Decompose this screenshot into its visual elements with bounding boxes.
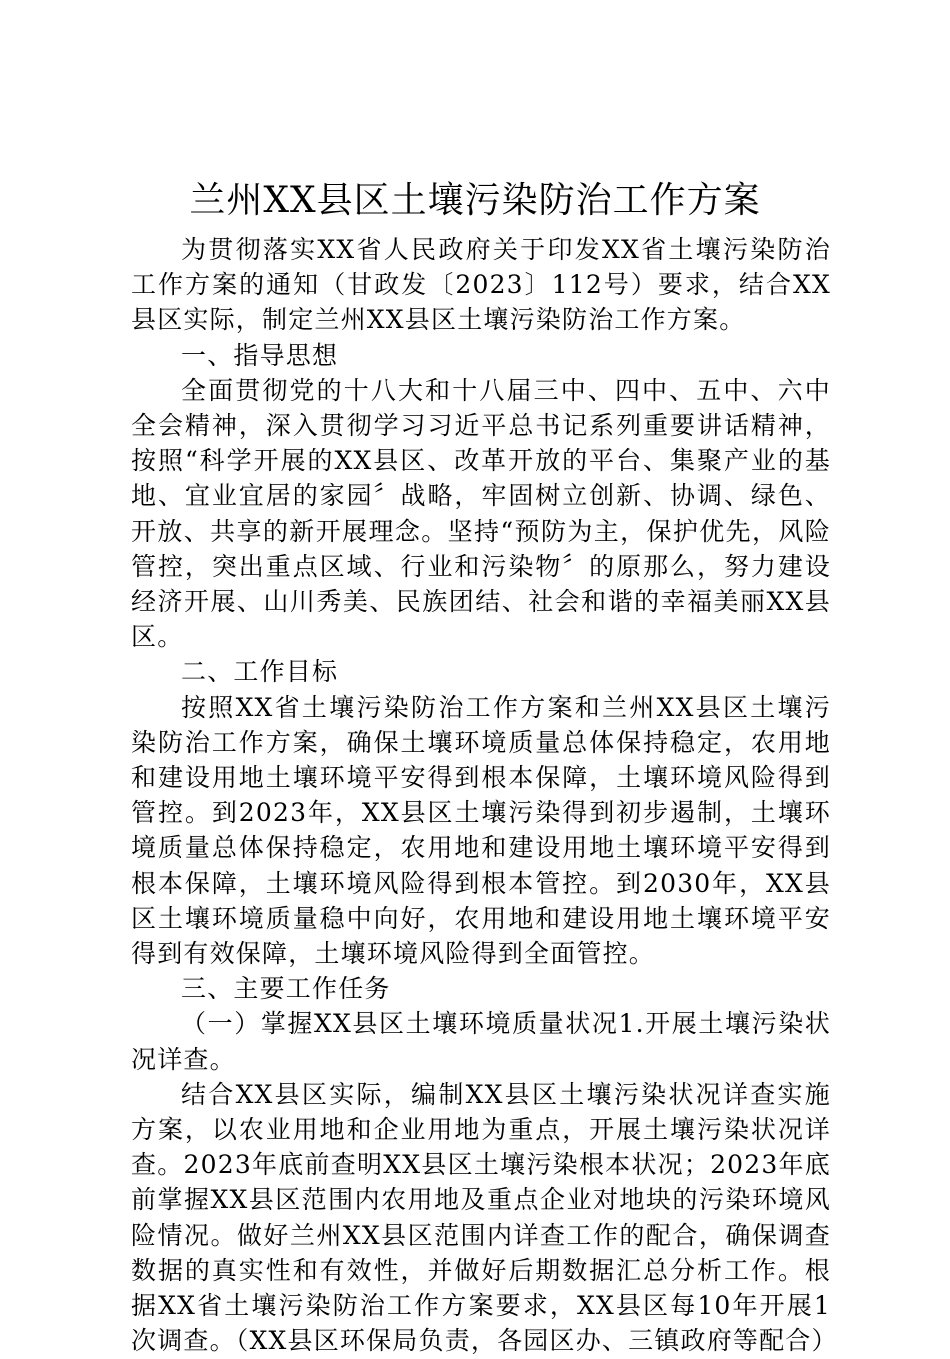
document-title: 兰州XX县区土壤污染防治工作方案: [189, 180, 761, 221]
intro-paragraph: 为贯彻落实XX省人民政府关于印发XX省土壤污染防治工作方案的通知（甘政发〔2023〕112号）要求，结合XX县区实际，制定兰州XX县区土壤污染防治工作方案。: [131, 235, 831, 335]
section-heading-guiding-ideology: 一、指导思想: [181, 340, 339, 370]
subsection-heading-soil-survey: （一）掌握XX县区土壤环境质量状况1.开展土壤污染状况详查。: [131, 1009, 831, 1074]
section-heading-work-goals: 二、工作目标: [181, 657, 339, 687]
section-heading-main-tasks: 三、主要工作任务: [181, 974, 391, 1004]
guiding-ideology-paragraph: 全面贯彻党的十八大和十八届三中、四中、五中、六中全会精神，深入贯彻学习习近平总书记系列重要讲话精神，按照“科学开展的XX县区、改革开放的平台、集聚产业的基地、宜业宜居的家园〞战略，牢固树立创新、协调、绿色、开放、共享的新开展理念。坚持“预防为主，保护优先，风险管控，突出重点区域、行业和污染物〞的原那么，努力建设经济开展、山川秀美、民族团结、社会和谐的幸福美丽XX县区。: [131, 375, 831, 652]
document-body: [131, 232, 838, 1359]
work-goals-paragraph: 按照XX省土壤污染防治工作方案和兰州XX县区土壤污染防治工作方案，确保土壤环境质量总体保持稳定，农用地和建设用地土壤环境平安得到根本保障，土壤环境风险得到管控。到2023年，XX县区土壤污染得到初步遏制，土壤环境质量总体保持稳定，农用地和建设用地土壤环境平安得到根本保障，土壤环境风险得到根本管控。到2030年，XX县区土壤环境质量稳中向好，农用地和建设用地土壤环境平安得到有效保障，土壤环境风险得到全面管控。: [131, 692, 831, 969]
soil-survey-paragraph: 结合XX县区实际，编制XX县区土壤污染状况详查实施方案，以农业用地和企业用地为重点，开展土壤污染状况详查。2023年底前查明XX县区土壤污染根本状况；2023年底前掌握XX县区范围内农用地及重点企业对地块的污染环境风险情况。做好兰州XX县区范围内详查工作的配合，确保调查数据的真实性和有效性，并做好后期数据汇总分析工作。根据XX省土壤污染防治工作方案要求，XX县区每10年开展1次调查。（XX县区环保局负责，各园区办、三镇政府等配合）: [131, 1079, 838, 1356]
